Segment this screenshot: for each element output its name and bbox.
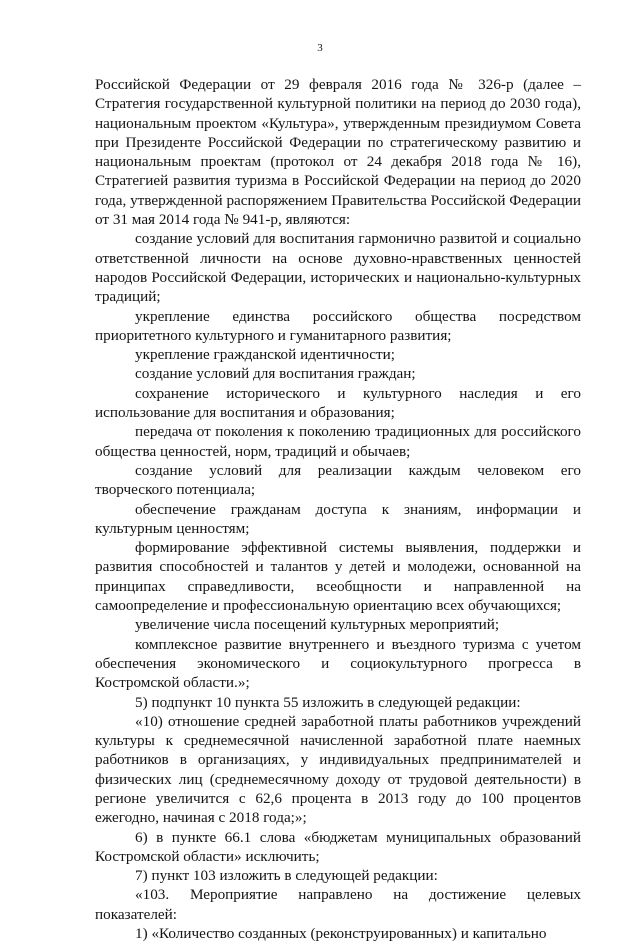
- paragraph: 6) в пункте 66.1 слова «бюджетам муниципальных образований Костромской области» исключить;: [95, 828, 581, 865]
- paragraph: укрепление единства российского общества посредством приоритетного культурного и гуманитарного развития;: [95, 307, 581, 344]
- paragraph: создание условий для воспитания гармонично развитой и социально ответственной личности на основе духовно-нравственных ценностей народов Российской Федерации, исторических и национально-культурных традиций;: [95, 230, 581, 306]
- paragraph: сохранение исторического и культурного наследия и его использование для воспитания и образования;: [95, 384, 581, 422]
- paragraph: передача от поколения к поколению традиционных для российского общества ценностей, норм, традиций и обычаев;: [95, 423, 581, 460]
- paragraph: Российской Федерации от 29 февраля 2016 года № 326-р (далее – Стратегия государственной культурной политики на период до 2030 года), национальным проектом «Культура», утвержденным президиумом Совета при Президенте Российской Федерации по стратегическому развитию и национальным проектам (протокол от 24 декабря 2018 года № 16), Стратегией развития туризма в Российской Федерации на период до 2020 года, утвержденной распоряжением Правительства Российской Федерации от 31 мая 2014 года № 941-р, являются:: [95, 76, 582, 229]
- paragraph: формирование эффективной системы выявления, поддержки и развития способностей и талантов у детей и молодежи, основанной на принципах справедливости, всеобщности и направленной на самоопределение и профессиональную ориентацию всех обучающихся;: [95, 539, 581, 615]
- paragraph: 5) подпункт 10 пункта 55 изложить в следующей редакции:: [135, 693, 521, 711]
- paragraph: укрепление гражданской идентичности;: [135, 346, 396, 364]
- paragraph: увеличение числа посещений культурных мероприятий;: [135, 616, 500, 634]
- paragraph: комплексное развитие внутреннего и въездного туризма с учетом обеспечения экономического и социокультурного прогресса в Костромской области.»;: [95, 635, 581, 692]
- paragraph: обеспечение гражданам доступа к знаниям, информации и культурным ценностям;: [95, 500, 581, 537]
- paragraph: «103. Мероприятие направлено на достижение целевых показателей:: [95, 886, 581, 923]
- paragraph: 1) «Количество созданных (реконструированных) и капитально: [135, 925, 547, 943]
- paragraph: создание условий для реализации каждым человеком его творческого потенциала;: [95, 461, 581, 499]
- document-body: [95, 75, 581, 943]
- paragraph: «10) отношение средней заработной платы работников учреждений культуры к среднемесячной начисленной заработной плате наемных работников в организациях, у индивидуальных предпринимателей и физических лиц (среднемесячному доходу от трудовой деятельности) в регионе увеличится с 62,6 процента в 2013 году до 100 процентов ежегодно, начиная с 2018 года;»;: [95, 712, 581, 827]
- paragraph: создание условий для воспитания граждан;: [135, 365, 416, 383]
- page-number: 3: [317, 42, 323, 54]
- paragraph: 7) пункт 103 изложить в следующей редакции:: [135, 867, 438, 885]
